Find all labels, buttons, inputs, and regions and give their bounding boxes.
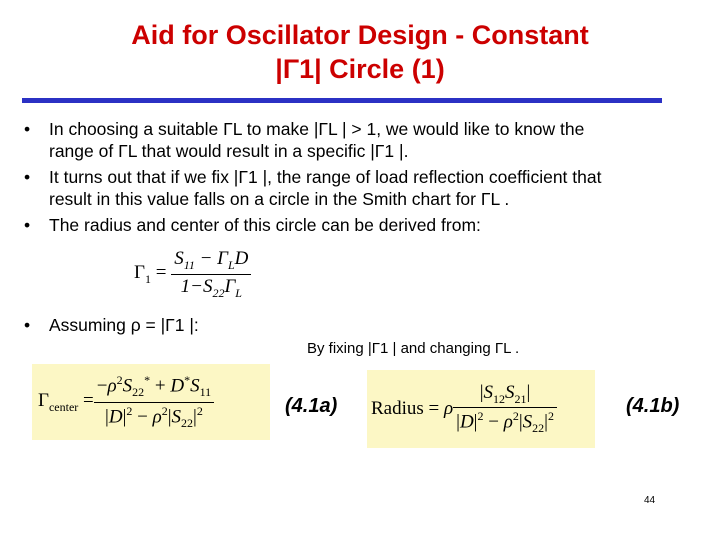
gamma1-equation: $\Gamma_1$ = $\frac{S_{11} - \Gamma_LD}{1-S_{22}\Gamma_L}$ bbox=[134, 248, 251, 301]
bullet-item bbox=[24, 118, 704, 162]
bullet-1-line-2: range of ΓL that would result in a specific |Γ1 |. bbox=[49, 141, 409, 161]
title-line-1: Aid for Oscillator Design - Constant bbox=[131, 20, 589, 50]
bullet-3-text: The radius and center of this circle can be derived from: bbox=[49, 215, 481, 235]
page-number: 44 bbox=[644, 495, 656, 506]
equation-label-center: (4.1a) bbox=[285, 395, 338, 417]
bullet-4-text: Assuming ρ = |Γ1 |: bbox=[49, 315, 199, 335]
bullet-1-line-1: In choosing a suitable ΓL to make |ΓL | > 1, we would like to know the bbox=[49, 119, 585, 139]
radius-fraction: $\frac{|S_{12}S_{21}|}{|D|^2 - \rho^2|S_{22}|^2}$ bbox=[453, 382, 557, 437]
center-equation-box: $\Gamma_{center}$ = $\frac{-\rho^2S_{22}^* + D^*S_{11}}{|D|^2 - \rho^2|S_{22}|^2}$ bbox=[32, 364, 270, 440]
bullet-item bbox=[24, 214, 704, 236]
bullet-2-line-1: It turns out that if we fix |Γ1 |, the range of load reflection coefficient that bbox=[49, 167, 602, 187]
equation-label-radius: (4.1b) bbox=[626, 395, 680, 417]
gamma1-fraction: $\frac{S_{11} - \Gamma_LD}{1-S_{22}\Gamma_L}$ bbox=[171, 248, 251, 301]
bullet-marker: • bbox=[24, 315, 31, 335]
bullet-item bbox=[24, 314, 709, 336]
fixing-note: By fixing |Γ1 | and changing ΓL . bbox=[307, 340, 520, 357]
bullet-marker: • bbox=[24, 119, 31, 139]
bullet-marker: • bbox=[24, 215, 31, 235]
title-divider bbox=[22, 98, 662, 103]
bullet-2-line-2: result in this value falls on a circle in the Smith chart for ΓL . bbox=[49, 189, 510, 209]
title-line-2: |Γ1| Circle (1) bbox=[275, 54, 445, 84]
slide-title bbox=[0, 18, 720, 86]
bullet-marker: • bbox=[24, 167, 31, 187]
radius-equation-box: Radius = ρ $\frac{|S_{12}S_{21}|}{|D|^2 - \rho^2|S_{22}|^2}$ bbox=[367, 370, 595, 448]
center-fraction: $\frac{-\rho^2S_{22}^* + D^*S_{11}}{|D|^2 - \rho^2|S_{22}|^2}$ bbox=[94, 373, 214, 430]
bullet-item bbox=[24, 166, 704, 210]
